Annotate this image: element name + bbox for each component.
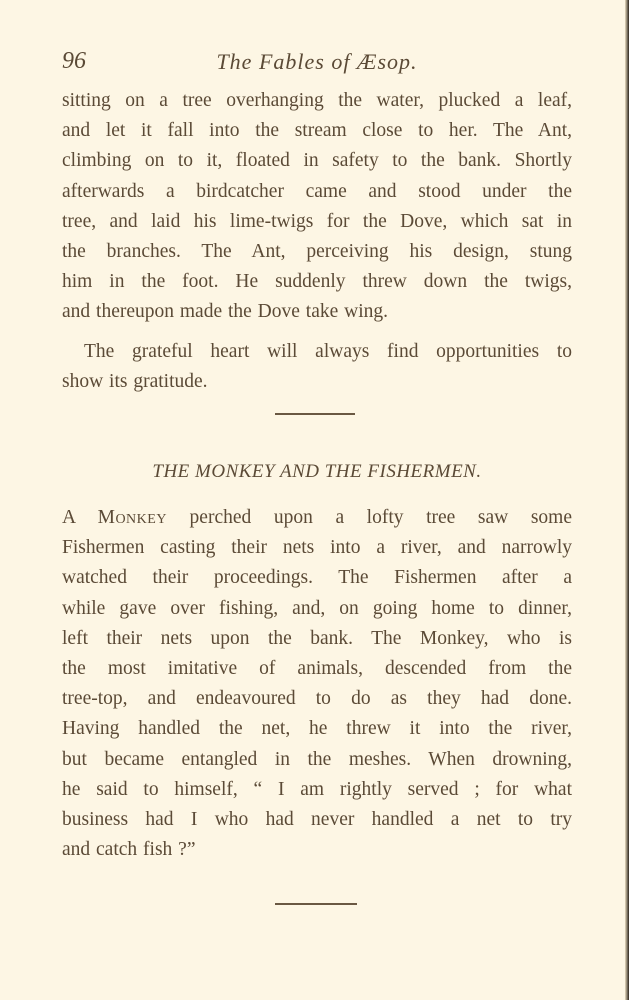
text-line: Fishermen casting their nets into a river, and narrowly	[62, 537, 572, 559]
text-line: afterwards a birdcatcher came and stood under the	[62, 180, 572, 202]
text-line: and catch fish ?”	[62, 839, 196, 861]
text-line: him in the foot. He suddenly threw down the twigs,	[62, 271, 572, 293]
moral-line: show its gratitude.	[62, 371, 208, 393]
text-line: left their nets upon the bank. The Monkey, who is	[62, 627, 572, 649]
text-line: but became entangled in the meshes. When drowning,	[62, 748, 572, 770]
moral-line: The grateful heart will always find opportunities to	[84, 341, 572, 362]
text-line: business had I who had never handled a net to try	[62, 809, 572, 831]
moral	[62, 337, 572, 397]
page-number: 96	[62, 48, 86, 74]
text-line: tree, and laid his lime-twigs for the Dove, which sat in	[62, 210, 572, 232]
text-line: and thereupon made the Dove take wing.	[62, 301, 389, 323]
story-text	[62, 503, 572, 865]
end-divider	[275, 903, 357, 905]
text-line: watched their proceedings. The Fishermen after a	[62, 567, 572, 589]
text-line: tree-top, and endeavoured to do as they had done.	[62, 688, 572, 710]
page-edge	[625, 0, 629, 1000]
story-title: THE MONKEY AND THE FISHERMEN.	[152, 461, 482, 482]
page-header	[62, 48, 572, 76]
first-line-text: perched upon a lofty tree saw some	[189, 507, 572, 528]
opening-word: Monkey	[97, 507, 167, 528]
text-line	[62, 503, 572, 533]
text-line: the branches. The Ant, perceiving his design, stung	[62, 241, 572, 263]
text-line: the most imitative of animals, descended from the	[62, 658, 572, 680]
section-divider	[275, 413, 355, 415]
text-line: while gave over fishing, and, on going home to dinner,	[62, 597, 572, 619]
text-line: Having handled the net, he threw it into the river,	[62, 718, 572, 740]
text-line: and let it fall into the stream close to her. The Ant,	[62, 120, 572, 142]
opening-letter: A	[62, 507, 76, 528]
running-title: The Fables of Æsop.	[216, 49, 418, 74]
text-line: he said to himself, “ I am rightly served ; for what	[62, 778, 572, 800]
previous-fable-ending	[62, 86, 572, 328]
text-line: climbing on to it, floated in safety to the bank. Shortly	[62, 150, 572, 172]
text-line: sitting on a tree overhanging the water, plucked a leaf,	[62, 90, 572, 111]
